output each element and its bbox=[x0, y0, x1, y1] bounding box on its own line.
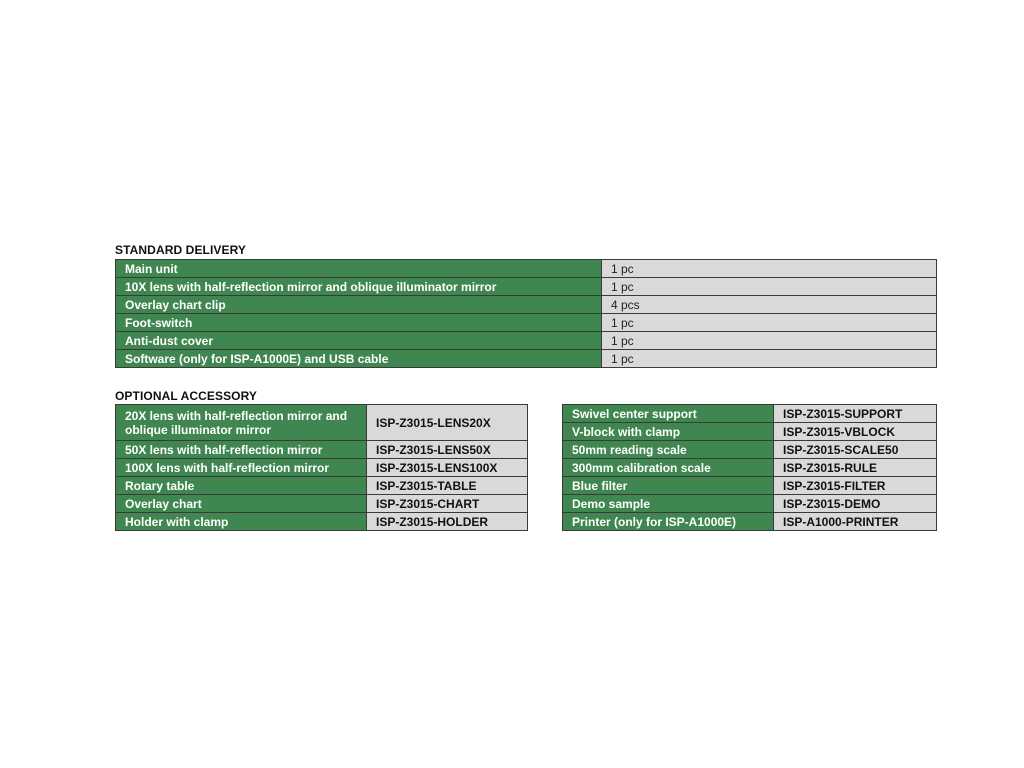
accessory-name: 50X lens with half-reflection mirror bbox=[116, 441, 367, 459]
optional-accessory-right-table bbox=[562, 404, 937, 531]
table-row bbox=[563, 459, 937, 477]
table-row bbox=[563, 405, 937, 423]
item-name: 10X lens with half-reflection mirror and oblique illuminator mirror bbox=[116, 278, 602, 296]
table-row bbox=[116, 513, 528, 531]
accessory-name: 20X lens with half-reflection mirror and oblique illuminator mirror bbox=[116, 405, 367, 441]
accessory-name: V-block with clamp bbox=[563, 423, 774, 441]
table-row bbox=[116, 495, 528, 513]
accessory-name: Swivel center support bbox=[563, 405, 774, 423]
accessory-name: Blue filter bbox=[563, 477, 774, 495]
accessory-code: ISP-Z3015-CHART bbox=[367, 495, 528, 513]
accessory-code: ISP-Z3015-FILTER bbox=[774, 477, 937, 495]
accessory-code: ISP-Z3015-HOLDER bbox=[367, 513, 528, 531]
accessory-code: ISP-Z3015-LENS100X bbox=[367, 459, 528, 477]
accessory-code: ISP-Z3015-VBLOCK bbox=[774, 423, 937, 441]
table-row bbox=[563, 441, 937, 459]
item-quantity: 4 pcs bbox=[602, 296, 937, 314]
table-row bbox=[116, 314, 937, 332]
accessory-code: ISP-Z3015-SCALE50 bbox=[774, 441, 937, 459]
optional-accessory-left-table bbox=[115, 404, 528, 531]
table-row bbox=[563, 423, 937, 441]
table-row bbox=[116, 260, 937, 278]
item-name: Foot-switch bbox=[116, 314, 602, 332]
item-quantity: 1 pc bbox=[602, 314, 937, 332]
optional-accessory-title: OPTIONAL ACCESSORY bbox=[115, 389, 258, 403]
item-name: Anti-dust cover bbox=[116, 332, 602, 350]
accessory-code: ISP-A1000-PRINTER bbox=[774, 513, 937, 531]
accessory-code: ISP-Z3015-LENS50X bbox=[367, 441, 528, 459]
standard-delivery-table bbox=[115, 259, 937, 368]
accessory-code: ISP-Z3015-SUPPORT bbox=[774, 405, 937, 423]
table-row bbox=[116, 405, 528, 441]
table-row bbox=[563, 513, 937, 531]
accessory-code: ISP-Z3015-RULE bbox=[774, 459, 937, 477]
item-quantity: 1 pc bbox=[602, 260, 937, 278]
accessory-name: Printer (only for ISP-A1000E) bbox=[563, 513, 774, 531]
table-row bbox=[116, 332, 937, 350]
accessory-name: 50mm reading scale bbox=[563, 441, 774, 459]
table-row bbox=[116, 441, 528, 459]
accessory-name: Holder with clamp bbox=[116, 513, 367, 531]
accessory-name: 300mm calibration scale bbox=[563, 459, 774, 477]
accessory-code: ISP-Z3015-DEMO bbox=[774, 495, 937, 513]
item-quantity: 1 pc bbox=[602, 332, 937, 350]
accessory-name: 100X lens with half-reflection mirror bbox=[116, 459, 367, 477]
table-row bbox=[116, 278, 937, 296]
table-row bbox=[116, 477, 528, 495]
item-quantity: 1 pc bbox=[602, 278, 937, 296]
item-name: Main unit bbox=[116, 260, 602, 278]
table-row bbox=[116, 459, 528, 477]
item-name: Software (only for ISP-A1000E) and USB cable bbox=[116, 350, 602, 368]
standard-delivery-title: STANDARD DELIVERY bbox=[115, 243, 247, 257]
item-quantity: 1 pc bbox=[602, 350, 937, 368]
table-row bbox=[563, 495, 937, 513]
item-name: Overlay chart clip bbox=[116, 296, 602, 314]
table-row bbox=[116, 350, 937, 368]
accessory-name: Rotary table bbox=[116, 477, 367, 495]
accessory-name: Overlay chart bbox=[116, 495, 367, 513]
accessory-code: ISP-Z3015-TABLE bbox=[367, 477, 528, 495]
table-row bbox=[116, 296, 937, 314]
accessory-code: ISP-Z3015-LENS20X bbox=[367, 405, 528, 441]
table-row bbox=[563, 477, 937, 495]
accessory-name: Demo sample bbox=[563, 495, 774, 513]
